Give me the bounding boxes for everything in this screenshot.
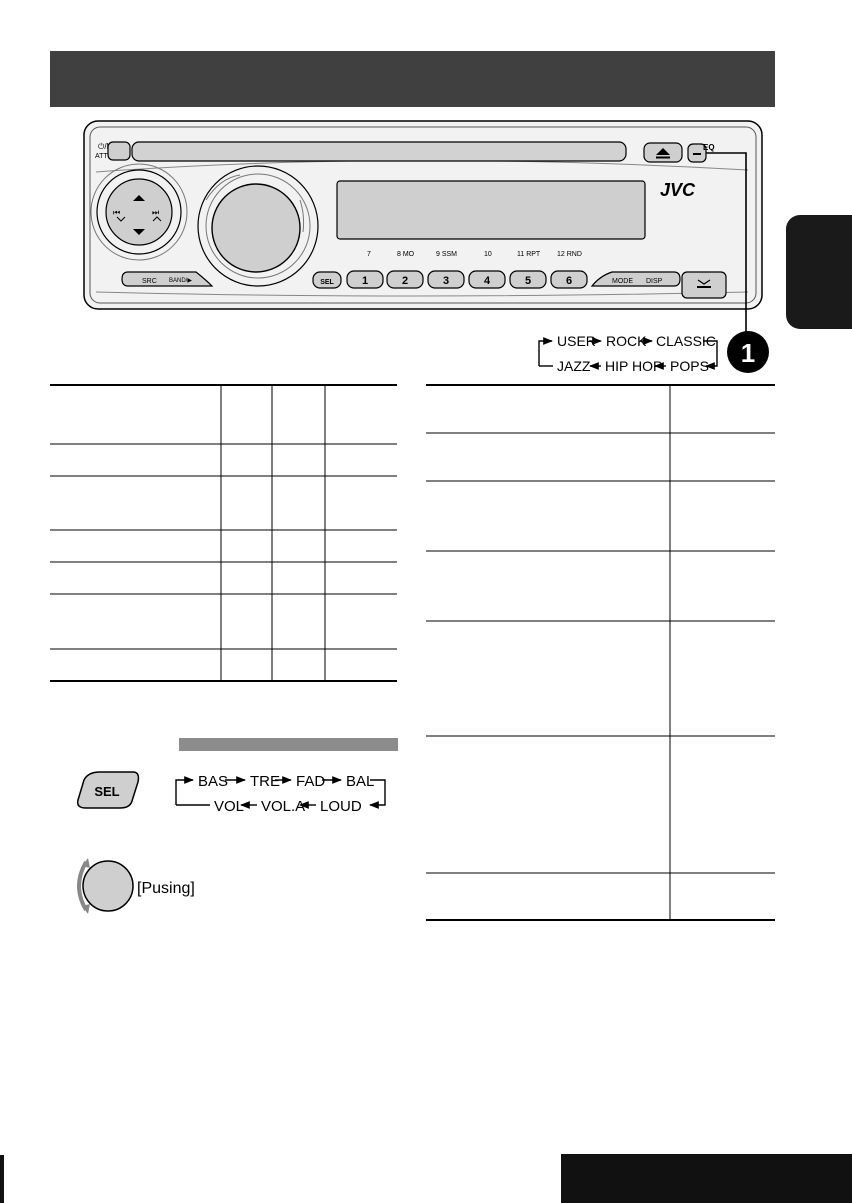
mode-label: MODE [612,278,633,285]
lcd-display [337,181,645,239]
sel-label: SEL [320,279,334,286]
preset-label-8: 8 MO [397,251,415,258]
preset-5-number: 5 [524,275,532,287]
flow-loud: LOUD [320,798,362,815]
flow-bas: BAS [198,773,229,790]
preset-button-4[interactable] [469,271,505,288]
sel-illustration-label: SEL [94,784,120,799]
preset-button-3[interactable] [428,271,464,288]
eq-pops: POPS [670,358,709,374]
volume-control-knob[interactable] [198,166,318,286]
prev-track-icon: ⏮ [113,208,121,217]
disc-slot [132,142,626,161]
brand-logo: JVC [660,180,696,200]
att-label: ATT [95,153,108,160]
detach-button[interactable] [682,272,726,298]
disp-label: DISP [646,278,663,285]
eq-jazz: JAZZ [557,358,591,374]
eq-rock: ROCK [606,333,647,349]
preset-label-11: 11 RPT [517,251,541,258]
src-label: SRC [142,278,157,285]
next-track-icon: ⏭ [152,208,160,217]
eq-hiphop: HIP HOP [605,358,663,374]
preset-label-9: 9 SSM [436,251,458,258]
svg-text:1: 1 [740,338,756,368]
preset-4-number: 4 [483,275,491,287]
preset-6-number: 6 [565,275,573,287]
preset-button-2[interactable] [387,271,423,288]
preset-2-number: 2 [401,275,409,287]
direction-pad[interactable] [91,164,187,260]
preset-3-number: 3 [442,275,450,287]
sound-settings-table [50,385,397,681]
sound-adjust-flow [176,773,385,815]
callout-number-badge [727,331,769,373]
eq-mode-flow [539,333,717,374]
sel-button[interactable] [313,272,341,288]
sel-button-illustration [78,772,139,808]
preset-button-6[interactable] [551,271,587,288]
eject-button[interactable] [644,143,682,162]
preset-label-12: 12 RND [557,251,582,258]
flow-tre: TRE [250,773,280,790]
preset-button-1[interactable] [347,271,383,288]
preset-button-5[interactable] [510,271,546,288]
preset-1-number: 1 [361,275,369,287]
control-knob-illustration [79,858,133,914]
flow-vol: VOL [214,798,245,815]
power-att-button[interactable] [108,142,130,160]
eq-user: USER [557,333,596,349]
preset-label-7: 7 [367,251,371,258]
eq-label: EQ [703,143,715,152]
eq-description-table [426,385,775,920]
flow-vola: VOL.A [261,798,306,815]
src-band-button[interactable] [122,272,212,286]
flow-fad: FAD [296,773,326,790]
eq-classic: CLASSIC [656,333,716,349]
subsection-gray-bar [179,738,398,751]
power-icon: ⏻/I [98,142,109,151]
flow-bal: BAL [346,773,375,790]
band-label: BAND/▶ [169,278,192,284]
knob-caption: [Pusing] [137,880,195,897]
preset-label-10: 10 [484,251,492,258]
